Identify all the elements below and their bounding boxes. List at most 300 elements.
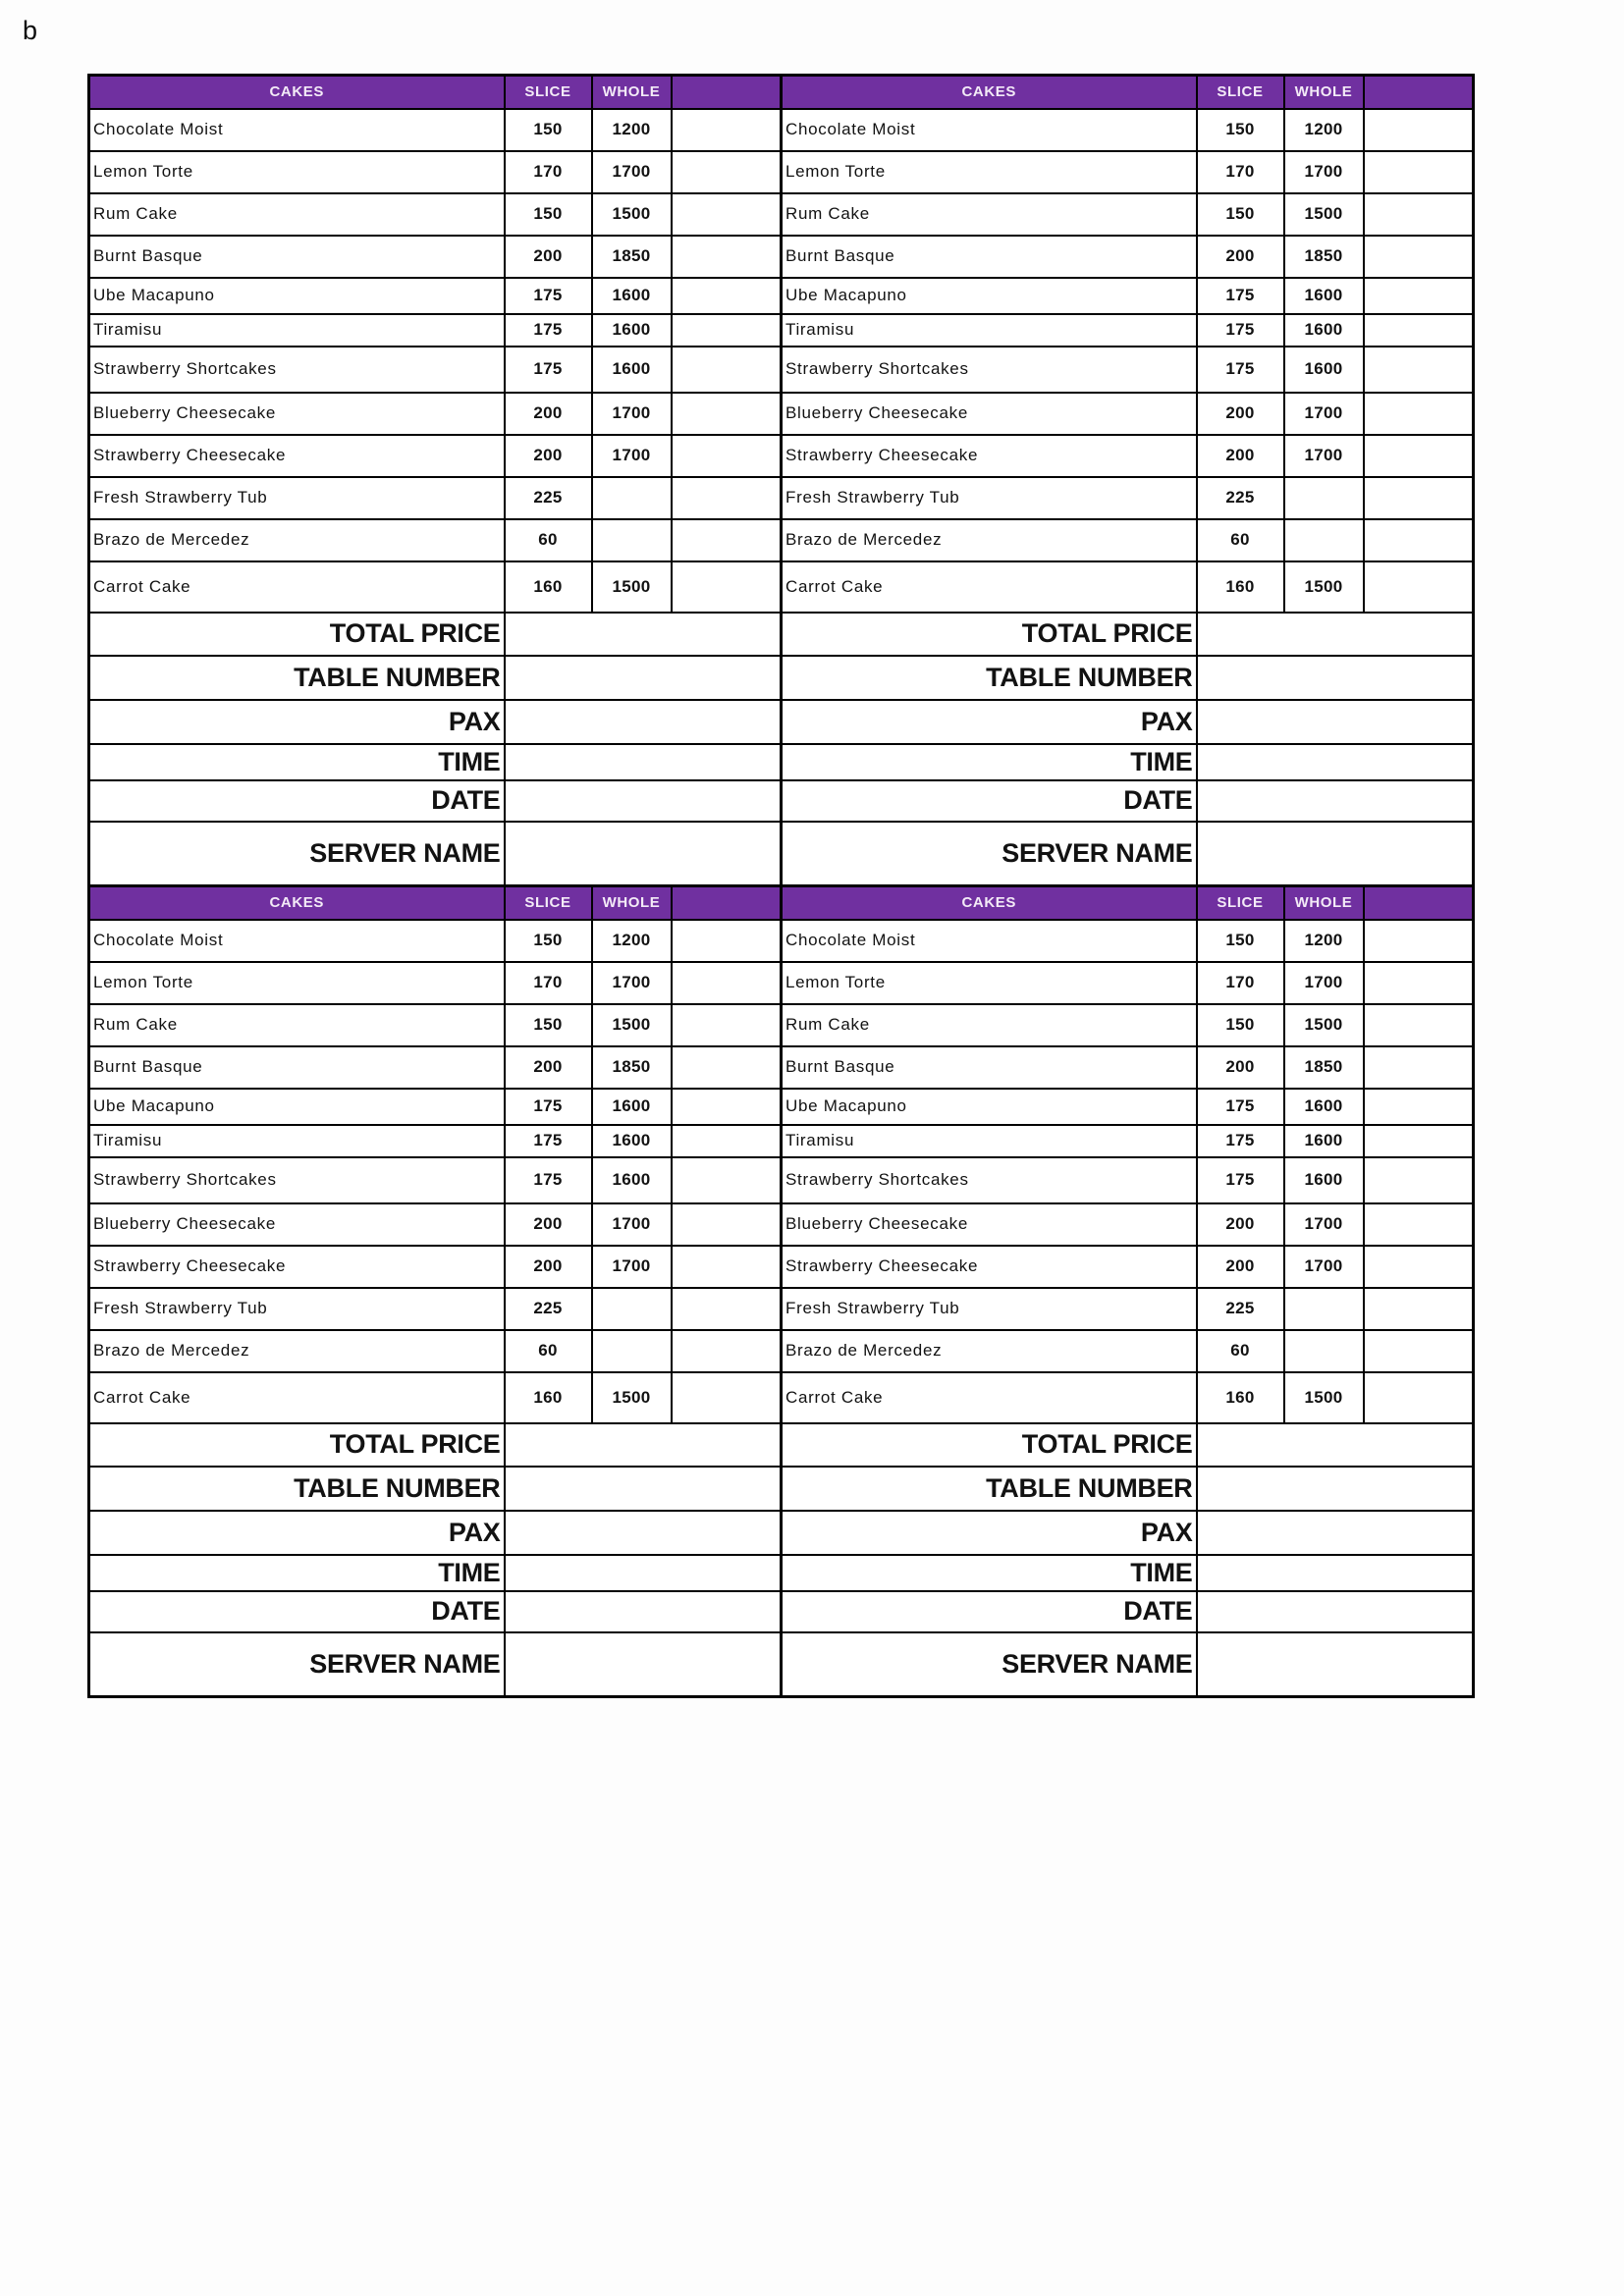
cake-row: [782, 1046, 1474, 1089]
cake-row: [89, 1203, 782, 1246]
field-label-cell: PAX: [89, 1511, 505, 1555]
slice-price-cell: 150: [1197, 193, 1284, 236]
cake-name-cell: Carrot Cake: [89, 561, 505, 613]
cake-order-form-4: [780, 884, 1475, 1698]
field-value-cell[interactable]: [505, 780, 782, 822]
cake-row: [89, 1004, 782, 1046]
quantity-cell[interactable]: [672, 1046, 782, 1089]
whole-price-cell: 1700: [1284, 1203, 1364, 1246]
cake-row: [782, 962, 1474, 1004]
quantity-cell[interactable]: [1364, 109, 1474, 151]
column-header-slice: SLICE: [505, 76, 592, 109]
field-value-cell[interactable]: [505, 744, 782, 780]
quantity-cell[interactable]: [1364, 435, 1474, 477]
cake-name-cell: Carrot Cake: [782, 561, 1197, 613]
cake-name-cell: Fresh Strawberry Tub: [782, 1288, 1197, 1330]
quantity-cell[interactable]: [672, 962, 782, 1004]
form-field-row: [782, 1632, 1474, 1697]
cake-name-cell: Chocolate Moist: [89, 109, 505, 151]
cake-name-cell: Strawberry Cheesecake: [782, 435, 1197, 477]
slice-price-cell: 175: [505, 1089, 592, 1125]
quantity-cell[interactable]: [1364, 278, 1474, 314]
field-label-cell: SERVER NAME: [89, 1632, 505, 1697]
column-header-extra: [672, 886, 782, 920]
quantity-cell[interactable]: [672, 1288, 782, 1330]
whole-price-cell: 1200: [1284, 920, 1364, 962]
quantity-cell[interactable]: [1364, 236, 1474, 278]
whole-price-cell: 1600: [592, 1089, 672, 1125]
whole-price-cell: 1700: [1284, 151, 1364, 193]
whole-price-cell: [592, 519, 672, 561]
whole-price-cell: [592, 1288, 672, 1330]
quantity-cell[interactable]: [672, 519, 782, 561]
slice-price-cell: 150: [1197, 920, 1284, 962]
cake-name-cell: Blueberry Cheesecake: [782, 1203, 1197, 1246]
quantity-cell[interactable]: [1364, 1372, 1474, 1423]
slice-price-cell: 200: [505, 1246, 592, 1288]
field-value-cell[interactable]: [1197, 656, 1474, 700]
whole-price-cell: [592, 477, 672, 519]
quantity-cell[interactable]: [1364, 1089, 1474, 1125]
field-label-cell: TOTAL PRICE: [89, 613, 505, 656]
quantity-cell[interactable]: [1364, 477, 1474, 519]
field-value-cell[interactable]: [1197, 613, 1474, 656]
form-field-row: [89, 1591, 782, 1632]
column-header-extra: [1364, 76, 1474, 109]
slice-price-cell: 170: [1197, 151, 1284, 193]
field-value-cell[interactable]: [505, 656, 782, 700]
field-value-cell[interactable]: [505, 700, 782, 744]
field-value-cell[interactable]: [505, 822, 782, 886]
quantity-cell[interactable]: [672, 314, 782, 347]
cake-row: [782, 1330, 1474, 1372]
cake-name-cell: Burnt Basque: [89, 1046, 505, 1089]
quantity-cell[interactable]: [672, 561, 782, 613]
cake-row: [782, 1288, 1474, 1330]
cake-name-cell: Fresh Strawberry Tub: [782, 477, 1197, 519]
quantity-cell[interactable]: [672, 236, 782, 278]
field-label-cell: TABLE NUMBER: [782, 656, 1197, 700]
column-header-whole: WHOLE: [592, 886, 672, 920]
slice-price-cell: 160: [1197, 1372, 1284, 1423]
cake-row: [782, 561, 1474, 613]
quantity-cell[interactable]: [1364, 193, 1474, 236]
quantity-cell[interactable]: [672, 193, 782, 236]
whole-price-cell: 1700: [1284, 962, 1364, 1004]
cake-name-cell: Lemon Torte: [89, 962, 505, 1004]
cake-name-cell: Blueberry Cheesecake: [89, 393, 505, 435]
cake-row: [89, 1157, 782, 1203]
slice-price-cell: 60: [1197, 519, 1284, 561]
whole-price-cell: 1850: [1284, 236, 1364, 278]
column-header-cakes: CAKES: [782, 76, 1197, 109]
whole-price-cell: [1284, 519, 1364, 561]
quantity-cell[interactable]: [1364, 1288, 1474, 1330]
field-label-cell: PAX: [782, 1511, 1197, 1555]
slice-price-cell: 175: [1197, 278, 1284, 314]
slice-price-cell: 175: [1197, 1125, 1284, 1157]
slice-price-cell: 150: [1197, 1004, 1284, 1046]
cake-name-cell: Rum Cake: [89, 1004, 505, 1046]
cake-row: [89, 561, 782, 613]
slice-price-cell: 175: [505, 314, 592, 347]
field-label-cell: TOTAL PRICE: [89, 1423, 505, 1467]
cake-row: [89, 1372, 782, 1423]
whole-price-cell: 1500: [592, 1004, 672, 1046]
cake-name-cell: Tiramisu: [89, 1125, 505, 1157]
cake-name-cell: Strawberry Shortcakes: [782, 347, 1197, 393]
form-field-row: [89, 1467, 782, 1511]
quantity-cell[interactable]: [1364, 347, 1474, 393]
cake-row: [89, 236, 782, 278]
slice-price-cell: 200: [1197, 236, 1284, 278]
whole-price-cell: 1600: [592, 1125, 672, 1157]
field-label-cell: SERVER NAME: [782, 1632, 1197, 1697]
form-field-row: [782, 613, 1474, 656]
whole-price-cell: 1200: [592, 109, 672, 151]
cake-row: [89, 1288, 782, 1330]
cake-name-cell: Rum Cake: [89, 193, 505, 236]
cake-row: [782, 920, 1474, 962]
field-label-cell: TOTAL PRICE: [782, 613, 1197, 656]
quantity-cell[interactable]: [1364, 314, 1474, 347]
column-header-extra: [1364, 886, 1474, 920]
cake-row: [89, 1046, 782, 1089]
whole-price-cell: 1500: [1284, 1372, 1364, 1423]
whole-price-cell: [1284, 477, 1364, 519]
quantity-cell[interactable]: [1364, 151, 1474, 193]
quantity-cell[interactable]: [672, 278, 782, 314]
slice-price-cell: 60: [505, 1330, 592, 1372]
field-value-cell[interactable]: [1197, 1511, 1474, 1555]
field-label-cell: DATE: [89, 1591, 505, 1632]
cake-name-cell: Strawberry Cheesecake: [89, 1246, 505, 1288]
quantity-cell[interactable]: [1364, 962, 1474, 1004]
quantity-cell[interactable]: [1364, 561, 1474, 613]
whole-price-cell: 1600: [1284, 278, 1364, 314]
whole-price-cell: 1600: [1284, 1089, 1364, 1125]
whole-price-cell: 1500: [592, 561, 672, 613]
slice-price-cell: 200: [1197, 1046, 1284, 1089]
field-label-cell: PAX: [782, 700, 1197, 744]
cake-row: [89, 519, 782, 561]
cake-row: [89, 477, 782, 519]
field-value-cell[interactable]: [1197, 1555, 1474, 1591]
cake-row: [782, 278, 1474, 314]
field-label-cell: SERVER NAME: [782, 822, 1197, 886]
cake-name-cell: Burnt Basque: [89, 236, 505, 278]
field-label-cell: TABLE NUMBER: [782, 1467, 1197, 1511]
cake-name-cell: Rum Cake: [782, 1004, 1197, 1046]
slice-price-cell: 175: [505, 1157, 592, 1203]
field-value-cell[interactable]: [505, 1511, 782, 1555]
quantity-cell[interactable]: [672, 151, 782, 193]
cake-row: [89, 1246, 782, 1288]
cake-name-cell: Strawberry Shortcakes: [89, 347, 505, 393]
whole-price-cell: 1600: [1284, 347, 1364, 393]
form-field-row: [89, 656, 782, 700]
field-value-cell[interactable]: [505, 613, 782, 656]
form-field-row: [89, 1511, 782, 1555]
cake-name-cell: Carrot Cake: [89, 1372, 505, 1423]
cake-row: [782, 314, 1474, 347]
slice-price-cell: 175: [505, 1125, 592, 1157]
quantity-cell[interactable]: [1364, 519, 1474, 561]
whole-price-cell: 1600: [1284, 1125, 1364, 1157]
slice-price-cell: 175: [1197, 1089, 1284, 1125]
cake-row: [782, 109, 1474, 151]
whole-price-cell: 1850: [1284, 1046, 1364, 1089]
slice-price-cell: 160: [505, 1372, 592, 1423]
cake-name-cell: Fresh Strawberry Tub: [89, 1288, 505, 1330]
cake-row: [89, 435, 782, 477]
quantity-cell[interactable]: [672, 347, 782, 393]
field-value-cell[interactable]: [1197, 1632, 1474, 1697]
slice-price-cell: 150: [505, 109, 592, 151]
form-field-row: [782, 822, 1474, 886]
cake-name-cell: Burnt Basque: [782, 236, 1197, 278]
cake-row: [782, 519, 1474, 561]
form-field-row: [782, 1511, 1474, 1555]
form-field-row: [89, 822, 782, 886]
slice-price-cell: 150: [505, 920, 592, 962]
cake-name-cell: Strawberry Shortcakes: [782, 1157, 1197, 1203]
cake-row: [89, 193, 782, 236]
cake-name-cell: Chocolate Moist: [782, 920, 1197, 962]
cake-name-cell: Lemon Torte: [89, 151, 505, 193]
slice-price-cell: 60: [505, 519, 592, 561]
slice-price-cell: 170: [505, 151, 592, 193]
slice-price-cell: 60: [1197, 1330, 1284, 1372]
field-label-cell: TABLE NUMBER: [89, 656, 505, 700]
form-field-row: [782, 1423, 1474, 1467]
form-field-row: [782, 700, 1474, 744]
slice-price-cell: 200: [505, 1046, 592, 1089]
quantity-cell[interactable]: [672, 435, 782, 477]
field-value-cell[interactable]: [505, 1632, 782, 1697]
cake-name-cell: Tiramisu: [782, 314, 1197, 347]
field-label-cell: TABLE NUMBER: [89, 1467, 505, 1511]
cake-name-cell: Brazo de Mercedez: [782, 1330, 1197, 1372]
whole-price-cell: 1700: [592, 1203, 672, 1246]
quantity-cell[interactable]: [1364, 1125, 1474, 1157]
header-row: [89, 886, 782, 920]
quantity-cell[interactable]: [672, 1004, 782, 1046]
header-row: [782, 76, 1474, 109]
cake-row: [89, 1330, 782, 1372]
form-field-row: [89, 1423, 782, 1467]
field-label-cell: TOTAL PRICE: [782, 1423, 1197, 1467]
whole-price-cell: 1850: [592, 236, 672, 278]
field-value-cell[interactable]: [1197, 700, 1474, 744]
cake-name-cell: Blueberry Cheesecake: [89, 1203, 505, 1246]
whole-price-cell: 1500: [1284, 561, 1364, 613]
field-value-cell[interactable]: [505, 1467, 782, 1511]
quantity-cell[interactable]: [1364, 1330, 1474, 1372]
cake-name-cell: Burnt Basque: [782, 1046, 1197, 1089]
whole-price-cell: [592, 1330, 672, 1372]
form-field-row: [89, 780, 782, 822]
quantity-cell[interactable]: [1364, 1246, 1474, 1288]
whole-price-cell: 1600: [1284, 1157, 1364, 1203]
slice-price-cell: 175: [1197, 1157, 1284, 1203]
form-field-row: [782, 1467, 1474, 1511]
form-field-row: [782, 1591, 1474, 1632]
whole-price-cell: 1700: [592, 435, 672, 477]
field-value-cell[interactable]: [505, 1555, 782, 1591]
cake-row: [782, 151, 1474, 193]
whole-price-cell: 1700: [1284, 1246, 1364, 1288]
quantity-cell[interactable]: [672, 1372, 782, 1423]
quantity-cell[interactable]: [672, 1330, 782, 1372]
cake-name-cell: Lemon Torte: [782, 151, 1197, 193]
field-value-cell[interactable]: [1197, 1591, 1474, 1632]
quantity-cell[interactable]: [1364, 920, 1474, 962]
cake-row: [89, 151, 782, 193]
whole-price-cell: 1500: [1284, 1004, 1364, 1046]
cake-row: [782, 1089, 1474, 1125]
cake-name-cell: Brazo de Mercedez: [89, 519, 505, 561]
column-header-slice: SLICE: [1197, 886, 1284, 920]
slice-price-cell: 150: [1197, 109, 1284, 151]
column-header-extra: [672, 76, 782, 109]
slice-price-cell: 200: [1197, 393, 1284, 435]
whole-price-cell: 1600: [592, 278, 672, 314]
field-value-cell[interactable]: [1197, 822, 1474, 886]
form-field-row: [89, 744, 782, 780]
field-label-cell: DATE: [89, 780, 505, 822]
field-value-cell[interactable]: [505, 1591, 782, 1632]
field-label-cell: TIME: [89, 744, 505, 780]
cake-row: [782, 347, 1474, 393]
cake-row: [89, 962, 782, 1004]
form-field-row: [782, 744, 1474, 780]
field-label-cell: TIME: [782, 744, 1197, 780]
cake-name-cell: Ube Macapuno: [89, 1089, 505, 1125]
quantity-cell[interactable]: [672, 393, 782, 435]
slice-price-cell: 200: [505, 393, 592, 435]
slice-price-cell: 150: [505, 193, 592, 236]
slice-price-cell: 170: [1197, 962, 1284, 1004]
quantity-cell[interactable]: [672, 1203, 782, 1246]
quantity-cell[interactable]: [672, 1157, 782, 1203]
quantity-cell[interactable]: [1364, 393, 1474, 435]
field-label-cell: TIME: [782, 1555, 1197, 1591]
quantity-cell[interactable]: [1364, 1157, 1474, 1203]
whole-price-cell: 1700: [592, 393, 672, 435]
form-field-row: [782, 780, 1474, 822]
cake-row: [89, 347, 782, 393]
cake-row: [782, 1004, 1474, 1046]
cake-name-cell: Strawberry Cheesecake: [782, 1246, 1197, 1288]
cake-row: [782, 1203, 1474, 1246]
whole-price-cell: 1200: [1284, 109, 1364, 151]
whole-price-cell: 1500: [1284, 193, 1364, 236]
cake-order-form-1: [87, 74, 783, 887]
slice-price-cell: 200: [1197, 1203, 1284, 1246]
slice-price-cell: 225: [1197, 1288, 1284, 1330]
cake-name-cell: Ube Macapuno: [782, 1089, 1197, 1125]
cake-row: [89, 393, 782, 435]
form-field-row: [89, 1632, 782, 1697]
quantity-cell[interactable]: [672, 920, 782, 962]
quantity-cell[interactable]: [672, 1246, 782, 1288]
slice-price-cell: 225: [505, 1288, 592, 1330]
cake-name-cell: Ube Macapuno: [782, 278, 1197, 314]
cake-name-cell: Strawberry Cheesecake: [89, 435, 505, 477]
form-field-row: [89, 613, 782, 656]
slice-price-cell: 200: [1197, 435, 1284, 477]
field-value-cell[interactable]: [505, 1423, 782, 1467]
whole-price-cell: 1500: [592, 193, 672, 236]
cake-row: [782, 435, 1474, 477]
field-value-cell[interactable]: [1197, 1467, 1474, 1511]
column-header-cakes: CAKES: [89, 886, 505, 920]
quantity-cell[interactable]: [1364, 1004, 1474, 1046]
cake-name-cell: Rum Cake: [782, 193, 1197, 236]
cake-name-cell: Chocolate Moist: [782, 109, 1197, 151]
cake-row: [89, 1089, 782, 1125]
cake-row: [89, 278, 782, 314]
column-header-slice: SLICE: [1197, 76, 1284, 109]
cake-row: [89, 920, 782, 962]
cake-name-cell: Fresh Strawberry Tub: [89, 477, 505, 519]
field-label-cell: TIME: [89, 1555, 505, 1591]
field-label-cell: DATE: [782, 780, 1197, 822]
field-label-cell: PAX: [89, 700, 505, 744]
field-value-cell[interactable]: [1197, 1423, 1474, 1467]
slice-price-cell: 160: [1197, 561, 1284, 613]
field-value-cell[interactable]: [1197, 780, 1474, 822]
field-label-cell: SERVER NAME: [89, 822, 505, 886]
slice-price-cell: 150: [505, 1004, 592, 1046]
whole-price-cell: [1284, 1288, 1364, 1330]
cake-row: [89, 1125, 782, 1157]
whole-price-cell: 1500: [592, 1372, 672, 1423]
quantity-cell[interactable]: [1364, 1203, 1474, 1246]
whole-price-cell: 1700: [592, 1246, 672, 1288]
cake-row: [782, 1157, 1474, 1203]
field-value-cell[interactable]: [1197, 744, 1474, 780]
whole-price-cell: 1700: [1284, 393, 1364, 435]
quantity-cell[interactable]: [672, 1089, 782, 1125]
slice-price-cell: 175: [1197, 347, 1284, 393]
cake-row: [782, 236, 1474, 278]
column-header-whole: WHOLE: [1284, 886, 1364, 920]
slice-price-cell: 225: [505, 477, 592, 519]
whole-price-cell: 1850: [592, 1046, 672, 1089]
slice-price-cell: 170: [505, 962, 592, 1004]
quantity-cell[interactable]: [1364, 1046, 1474, 1089]
quantity-cell[interactable]: [672, 477, 782, 519]
cake-row: [89, 314, 782, 347]
cake-name-cell: Tiramisu: [782, 1125, 1197, 1157]
whole-price-cell: 1700: [592, 962, 672, 1004]
page-corner-label: b: [23, 16, 38, 45]
quantity-cell[interactable]: [672, 109, 782, 151]
slice-price-cell: 200: [505, 1203, 592, 1246]
header-row: [89, 76, 782, 109]
whole-price-cell: 1700: [592, 151, 672, 193]
header-row: [782, 886, 1474, 920]
slice-price-cell: 160: [505, 561, 592, 613]
quantity-cell[interactable]: [672, 1125, 782, 1157]
cake-name-cell: Strawberry Shortcakes: [89, 1157, 505, 1203]
cake-row: [89, 109, 782, 151]
slice-price-cell: 200: [505, 435, 592, 477]
whole-price-cell: [1284, 1330, 1364, 1372]
slice-price-cell: 175: [1197, 314, 1284, 347]
